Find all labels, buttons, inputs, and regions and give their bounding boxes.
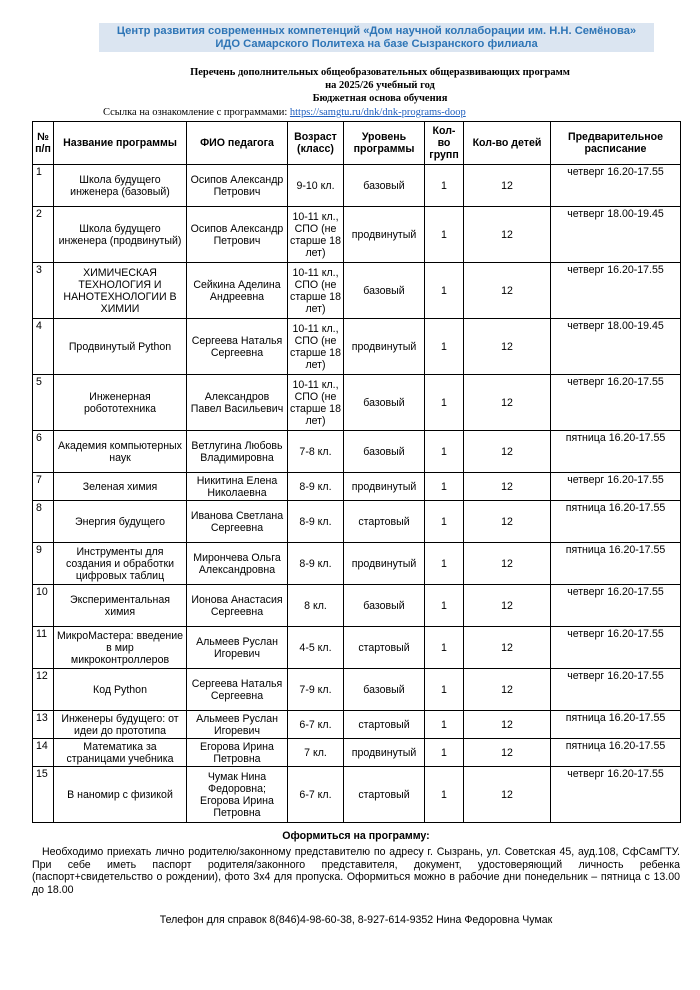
cell-level: продвинутый [344,319,425,375]
cell-num: 11 [33,627,54,669]
cell-level: базовый [344,669,425,711]
cell-groups: 1 [425,669,464,711]
cell-num: 2 [33,207,54,263]
cell-children: 12 [464,711,551,739]
cell-name: Код Python [54,669,187,711]
cell-name: Инженеры будущего: от идеи до прототипа [54,711,187,739]
cell-schedule: четверг 16.20-17.55 [551,263,681,319]
cell-groups: 1 [425,319,464,375]
cell-teacher: Ветлугина Любовь Владимировна [187,431,288,473]
cell-groups: 1 [425,165,464,207]
cell-children: 12 [464,375,551,431]
table-row [33,473,681,501]
cell-num: 7 [33,473,54,501]
programs-link[interactable]: https://samgtu.ru/dnk/dnk-programs-doop [289,107,466,118]
cell-groups: 1 [425,585,464,627]
phone-info: Телефон для справок 8(846)4-98-60-38, 8-927-614-9352 Нина Федоровна Чумак [159,914,553,926]
cell-name: ХИМИЧЕСКАЯ ТЕХНОЛОГИЯ И НАНОТЕХНОЛОГИИ В ХИМИИ [54,263,187,319]
cell-groups: 1 [425,767,464,823]
cell-name: Инженерная робототехника [54,375,187,431]
cell-name: Математика за страницами учебника [54,739,187,767]
cell-teacher: Альмеев Руслан Игоревич [187,711,288,739]
cell-schedule: пятница 16.20-17.55 [551,543,681,585]
cell-level: базовый [344,263,425,319]
cell-children: 12 [464,627,551,669]
cell-groups: 1 [425,543,464,585]
cell-schedule: пятница 16.20-17.55 [551,501,681,543]
cell-age: 8-9 кл. [288,543,344,585]
cell-num: 6 [33,431,54,473]
cell-num: 8 [33,501,54,543]
cell-schedule: пятница 16.20-17.55 [551,711,681,739]
cell-teacher: Чумак Нина Федоровна; Егорова Ирина Петровна [187,767,288,823]
cell-level: стартовый [344,501,425,543]
cell-level: продвинутый [344,739,425,767]
cell-age: 8-9 кл. [288,501,344,543]
cell-name: Инструменты для создания и обработки цифровых таблиц [54,543,187,585]
cell-level: стартовый [344,627,425,669]
link-label: Ссылка на ознакомление с программами: [103,107,288,118]
table-row [33,767,681,823]
cell-age: 6-7 кл. [288,711,344,739]
cell-teacher: Никитина Елена Николаевна [187,473,288,501]
cell-children: 12 [464,207,551,263]
table-header-row [33,122,681,165]
table-row [33,669,681,711]
cell-name: В наномир с физикой [54,767,187,823]
table-row [33,739,681,767]
cell-teacher: Мирончева Ольга Александровна [187,543,288,585]
table-row [33,501,681,543]
header-name: Название программы [54,122,187,165]
cell-children: 12 [464,165,551,207]
cell-age: 7-8 кл. [288,431,344,473]
cell-level: базовый [344,165,425,207]
header-num: № п/п [33,122,54,165]
cell-schedule: пятница 16.20-17.55 [551,739,681,767]
cell-age: 8 кл. [288,585,344,627]
cell-schedule: четверг 16.20-17.55 [551,669,681,711]
header-schedule: Предварительное расписание [551,122,681,165]
table-row [33,543,681,585]
table-row [33,585,681,627]
cell-level: стартовый [344,711,425,739]
cell-num: 9 [33,543,54,585]
table-row [33,375,681,431]
cell-level: базовый [344,375,425,431]
cell-num: 3 [33,263,54,319]
title-line-2: на 2025/26 учебный год [325,80,435,91]
cell-age: 9-10 кл. [288,165,344,207]
programs-table [32,121,681,823]
cell-num: 5 [33,375,54,431]
table-row [33,207,681,263]
cell-teacher: Осипов Александр Петрович [187,165,288,207]
header-children: Кол-во детей [464,122,551,165]
cell-groups: 1 [425,431,464,473]
cell-schedule: четверг 16.20-17.55 [551,165,681,207]
cell-teacher: Сейкина Аделина Андреевна [187,263,288,319]
table-row [33,319,681,375]
table-body [33,165,681,823]
cell-teacher: Сергеева Наталья Сергеевна [187,319,288,375]
cell-name: Зеленая химия [54,473,187,501]
cell-name: Продвинутый Python [54,319,187,375]
cell-num: 1 [33,165,54,207]
cell-age: 10-11 кл., СПО (не старше 18 лет) [288,319,344,375]
table-row [33,711,681,739]
cell-groups: 1 [425,207,464,263]
cell-groups: 1 [425,375,464,431]
cell-age: 10-11 кл., СПО (не старше 18 лет) [288,375,344,431]
cell-groups: 1 [425,627,464,669]
cell-children: 12 [464,585,551,627]
header-line-2: ИДО Самарского Политеха на базе Сызранского филиала [215,38,538,50]
header-groups: Кол-во групп [425,122,464,165]
table-row [33,165,681,207]
cell-schedule: четверг 16.20-17.55 [551,767,681,823]
cell-teacher: Александров Павел Васильевич [187,375,288,431]
cell-num: 14 [33,739,54,767]
cell-teacher: Сергеева Наталья Сергеевна [187,669,288,711]
cell-children: 12 [464,431,551,473]
cell-schedule: четверг 16.20-17.55 [551,473,681,501]
cell-age: 6-7 кл. [288,767,344,823]
cell-level: базовый [344,431,425,473]
cell-children: 12 [464,319,551,375]
cell-schedule: четверг 16.20-17.55 [551,375,681,431]
cell-children: 12 [464,473,551,501]
cell-schedule: четверг 16.20-17.55 [551,627,681,669]
cell-children: 12 [464,669,551,711]
cell-groups: 1 [425,501,464,543]
table-row [33,627,681,669]
cell-name: Школа будущего инженера (базовый) [54,165,187,207]
cell-children: 12 [464,501,551,543]
cell-age: 10-11 кл., СПО (не старше 18 лет) [288,263,344,319]
cell-teacher: Егорова Ирина Петровна [187,739,288,767]
cell-groups: 1 [425,473,464,501]
cell-age: 7 кл. [288,739,344,767]
header-line-1: Центр развития современных компетенций «Дом научной коллаборации им. Н.Н. Семёнова» [116,25,637,37]
cell-schedule: четверг 18.00-19.45 [551,319,681,375]
footer-title: Оформиться на программу: [282,830,430,842]
header-age: Возраст (класс) [288,122,344,165]
table-row [33,263,681,319]
cell-level: продвинутый [344,473,425,501]
cell-teacher: Альмеев Руслан Игоревич [187,627,288,669]
cell-name: Энергия будущего [54,501,187,543]
cell-name: Экспериментальная химия [54,585,187,627]
cell-children: 12 [464,767,551,823]
cell-level: базовый [344,585,425,627]
cell-num: 4 [33,319,54,375]
cell-teacher: Осипов Александр Петрович [187,207,288,263]
cell-name: МикроМастера: введение в мир микроконтроллеров [54,627,187,669]
cell-groups: 1 [425,263,464,319]
footer-text: Необходимо приехать лично родителю/законному представителю по адресу г. Сызрань, ул. Советская 45, ауд.108, СфСамГТУ. При себе иметь паспорт родителя/законного представителя, документ, удостоверяющий личность ребенка (паспорт+свидетельство о рождении), фото 3х4 для пропуска. Оформиться можно в рабочие дни понедельник – пятница с 13.00 до 18.00 [32,846,680,896]
title-line-1: Перечень дополнительных общеобразовательных общеразвивающих программ [190,67,570,78]
cell-age: 10-11 кл., СПО (не старше 18 лет) [288,207,344,263]
header-teacher: ФИО педагога [187,122,288,165]
programs-link-line [103,107,466,119]
title-line-3: Бюджетная основа обучения [312,93,448,104]
header-level: Уровень программы [344,122,425,165]
cell-schedule: четверг 16.20-17.55 [551,585,681,627]
cell-age: 4-5 кл. [288,627,344,669]
cell-teacher: Ионова Анастасия Сергеевна [187,585,288,627]
cell-schedule: пятница 16.20-17.55 [551,431,681,473]
cell-num: 10 [33,585,54,627]
cell-children: 12 [464,263,551,319]
cell-children: 12 [464,739,551,767]
cell-age: 7-9 кл. [288,669,344,711]
cell-schedule: четверг 18.00-19.45 [551,207,681,263]
cell-teacher: Иванова Светлана Сергеевна [187,501,288,543]
cell-name: Академия компьютерных наук [54,431,187,473]
cell-num: 12 [33,669,54,711]
cell-name: Школа будущего инженера (продвинутый) [54,207,187,263]
cell-level: продвинутый [344,543,425,585]
cell-num: 13 [33,711,54,739]
cell-age: 8-9 кл. [288,473,344,501]
cell-groups: 1 [425,739,464,767]
cell-level: стартовый [344,767,425,823]
cell-num: 15 [33,767,54,823]
cell-level: продвинутый [344,207,425,263]
table-row [33,431,681,473]
cell-groups: 1 [425,711,464,739]
cell-children: 12 [464,543,551,585]
